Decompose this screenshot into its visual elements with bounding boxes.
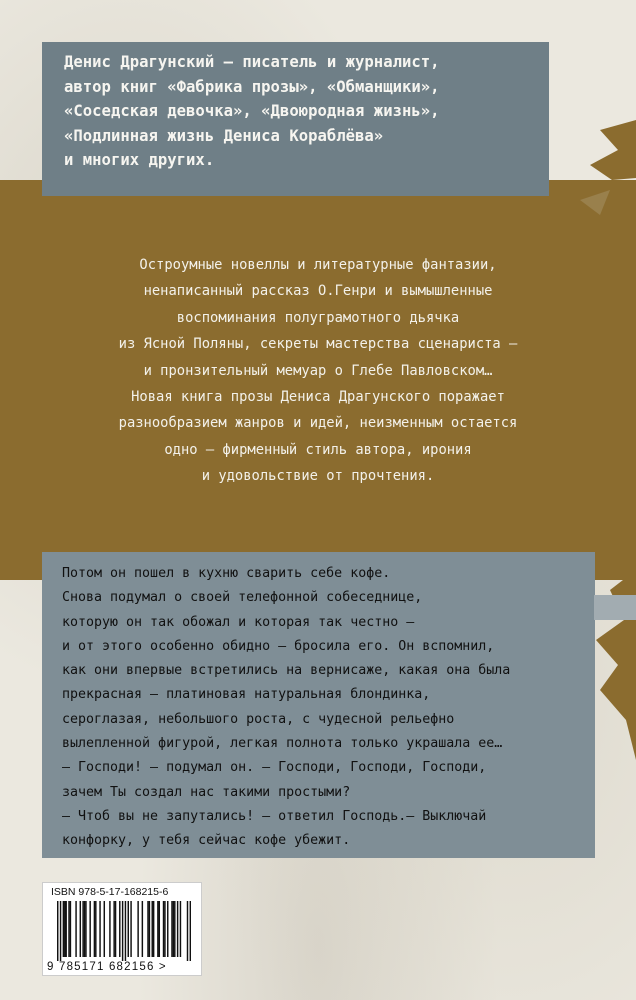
blurb-line: ненаписанный рассказ О.Генри и вымышленные [143,283,493,300]
barcode-bar [142,901,143,957]
barcode-bar [147,901,148,957]
barcode-bar [130,901,131,957]
barcode-bar [163,901,164,957]
barcode-bar [60,901,61,961]
barcode-bar [109,901,110,957]
blurb-line: Остроумные новеллы и литературные фантазии, [139,257,497,273]
side-tab [594,595,636,620]
excerpt-line: зачем Ты создал нас такими простыми? [62,784,351,800]
excerpt-line: Потом он пошел в кухню сварить себе кофе. [62,566,391,581]
excerpt-line: — Чтоб вы не запутались! — ответил Господь.— Выключай [62,808,487,824]
barcode-bar [94,901,95,957]
barcode-bar [164,901,165,957]
excerpt-line: Снова подумал о своей телефонной собеседнице, [62,590,423,606]
barcode-bar [159,901,160,957]
barcode-bar [149,901,150,957]
barcode-bar [128,901,129,957]
barcode-bar [82,901,83,957]
barcode-bar [63,901,64,957]
excerpt-line: и от этого особенно обидно — бросила его. Он вспомнил, [62,638,495,654]
excerpt-line: которую он так обожал и которая так честно — [62,614,415,630]
blurb-line: одно — фирменный стиль автора, ирония [164,441,472,458]
barcode-bar [64,901,65,957]
blurb-line: и пронзительный мемуар о Глебе Павловском… [143,362,493,379]
blurb-line: воспоминания полуграмотного дьячка [176,309,460,326]
author-bio-box [42,42,549,196]
author-bio-line: «Соседская девочка», «Двоюродная жизнь», [64,102,440,120]
barcode-bar [173,901,174,957]
barcode-bar [152,901,153,957]
author-bio-line: и многих других. [64,151,215,169]
barcode-bar [137,901,138,957]
barcode-bar [57,901,58,961]
barcode-bar [171,901,172,957]
blurb-line: из Ясной Поляны, секреты мастерства сценариста — [118,336,518,353]
barcode-bar [85,901,86,957]
barcode-bar [157,901,158,957]
barcode-bar [167,901,168,957]
excerpt-line: прекрасная — платиновая натуральная блондинка, [62,687,431,703]
excerpt-line: как они впервые встретились на вернисаже, какая она была [62,663,511,679]
barcode-bar [187,901,188,961]
excerpt-line: — Господи! — подумал он. — Господи, Господи, Господи, [62,760,487,776]
book-blurb [0,252,636,490]
barcode-bar [75,901,76,957]
isbn-text: ISBN 978-5-17-168215-6 [51,886,169,898]
author-bio-line: «Подлинная жизнь Дениса Кораблёва» [64,126,384,145]
excerpt-box [42,552,595,858]
barcode-bar [119,901,120,957]
blurb-line: Новая книга прозы Дениса Драгунского поражает [131,389,505,406]
author-bio-line: Денис Драгунский — писатель и журналист, [64,53,440,71]
barcode-panel [42,882,202,976]
barcode-bar [180,901,181,957]
barcode-bar [70,901,71,957]
barcode-bar [65,901,66,957]
blurb-line: разнообразием жанров и идей, неизменным остается [118,415,518,432]
barcode-icon [57,901,191,961]
barcode-bar [95,901,96,957]
barcode-bar [113,901,114,957]
barcode-bar [99,901,100,957]
barcode-bar [153,901,154,957]
barcode-bar [68,901,69,957]
barcode-bar [104,901,105,957]
barcode-bar [190,901,191,961]
barcode-bar [122,901,123,961]
barcode-bar [80,901,81,957]
excerpt-line: сероглазая, небольшого роста, с чудесной рельефно [62,711,455,727]
barcode-bar [89,901,90,957]
barcode-bar [174,901,175,957]
excerpt-line: вылепленной фигурой, легкая полнота только украшала ее… [62,736,503,752]
barcode-bar [115,901,116,957]
barcode-bar [125,901,126,961]
excerpt-line: конфорку, у тебя сейчас кофе убежит. [62,833,351,849]
author-bio-line: автор книг «Фабрика прозы», «Обманщики», [64,77,440,96]
blurb-line: и удовольствие от прочтения. [201,468,435,485]
barcode-bar [84,901,85,957]
barcode-bar [177,901,178,957]
barcode-digits: 9 785171 682156 > [47,961,167,973]
